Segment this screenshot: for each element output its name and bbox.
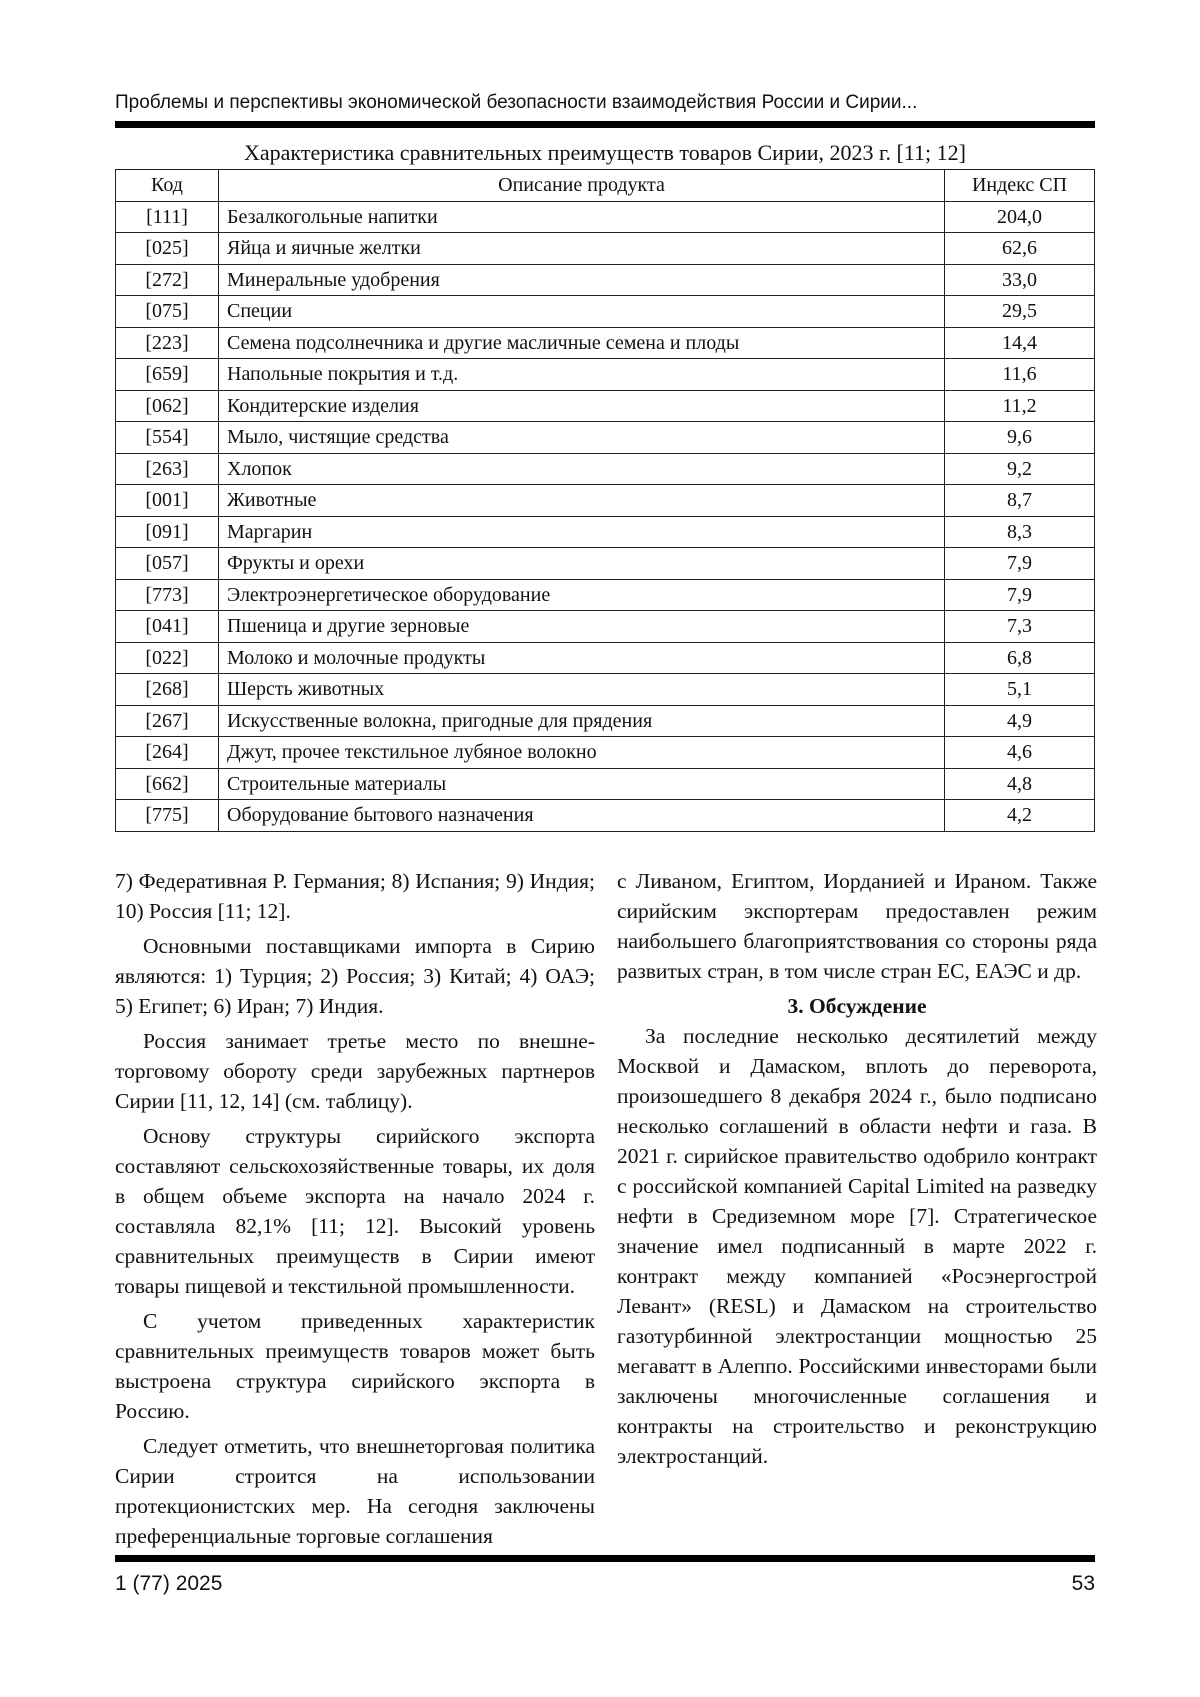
table-row — [116, 296, 1095, 328]
cell-index: 9,2 — [945, 453, 1095, 485]
cell-index: 9,6 — [945, 422, 1095, 454]
paragraph: Россия занимает третье место по внешнеторговому обороту среди зарубежных партнеров Сирии [11, 12, 14] (см. таблицу). — [115, 1029, 595, 1113]
cell-description: Специи — [219, 296, 945, 328]
cell-description: Оборудование бытового назначения — [219, 800, 945, 832]
comparative-advantage-table — [115, 169, 1095, 832]
cell-code: [022] — [116, 642, 219, 674]
cell-description: Кондитерские изделия — [219, 390, 945, 422]
footer-rule — [115, 1555, 1095, 1562]
cell-description: Искусственные волокна, пригодные для прядения — [219, 705, 945, 737]
cell-index: 33,0 — [945, 264, 1095, 296]
cell-description: Минеральные удобрения — [219, 264, 945, 296]
paragraph: Основными поставщиками импорта в Сирию являются: 1) Турция; 2) Россия; 3) Китай; 4) ОАЭ; 5) Египет; 6) Иран; 7) Индия. — [115, 934, 595, 1018]
column-header-code: Код — [116, 170, 219, 202]
body-column-left — [115, 866, 595, 1556]
cell-description: Яйца и яичные желтки — [219, 233, 945, 265]
cell-description: Пшеница и другие зерновые — [219, 611, 945, 643]
cell-index: 5,1 — [945, 674, 1095, 706]
cell-index: 7,3 — [945, 611, 1095, 643]
table-row — [116, 264, 1095, 296]
cell-code: [001] — [116, 485, 219, 517]
cell-code: [268] — [116, 674, 219, 706]
cell-description: Безалкогольные напитки — [219, 201, 945, 233]
cell-index: 11,6 — [945, 359, 1095, 391]
paragraph: С учетом приведенных характеристик сравнительных преимуществ товаров может быть выстроена структура сирийского экспорта в Россию. — [115, 1309, 595, 1423]
cell-code: [075] — [116, 296, 219, 328]
cell-description: Мыло, чистящие средства — [219, 422, 945, 454]
cell-code: [773] — [116, 579, 219, 611]
table-row — [116, 390, 1095, 422]
cell-index: 6,8 — [945, 642, 1095, 674]
cell-index: 4,2 — [945, 800, 1095, 832]
table-row — [116, 359, 1095, 391]
table-row — [116, 737, 1095, 769]
table-row — [116, 327, 1095, 359]
cell-description: Семена подсолнечника и другие масличные семена и плоды — [219, 327, 945, 359]
paragraph: За последние несколько десятилетий между Москвой и Дамаском, вплоть до переворота, произошедшего 8 декабря 2024 г., было подписано несколько соглашений в области нефти и газа. В 2021 г. сирийское правительство одобрило контракт с российской компанией Capital Limited на разведку нефти в Средиземном море [7]. Стратегическое значение имел подписанный в марте 2022 г. контракт между компанией «Росэнергострой Левант» (RESL) и Дамаском на строительство газотурбинной электростанции мощностью 25 мегаватт в Алеппо. Российскими инвесторами были заключены многочисленные соглашения и контракты на строительство и реконструкцию электростанций. — [617, 1024, 1097, 1468]
cell-code: [659] — [116, 359, 219, 391]
paragraph: 7) Федеративная Р. Германия; 8) Испания; 9) Индия; 10) Россия [11; 12]. — [115, 869, 595, 923]
table-row — [116, 611, 1095, 643]
cell-index: 4,8 — [945, 768, 1095, 800]
cell-code: [264] — [116, 737, 219, 769]
cell-index: 29,5 — [945, 296, 1095, 328]
cell-code: [041] — [116, 611, 219, 643]
cell-index: 8,3 — [945, 516, 1095, 548]
cell-description: Маргарин — [219, 516, 945, 548]
cell-index: 62,6 — [945, 233, 1095, 265]
cell-code: [025] — [116, 233, 219, 265]
cell-index: 7,9 — [945, 548, 1095, 580]
table-row — [116, 548, 1095, 580]
cell-code: [267] — [116, 705, 219, 737]
paragraph: Основу структуры сирийского экспорта составляют сельскохозяйственные товары, их доля в общем объеме экспорта на начало 2024 г. составляла 82,1% [11; 12]. Высокий уровень сравнительных преимуществ в Сирии имеют товары пищевой и текстильной промышленности. — [115, 1124, 595, 1298]
table-row — [116, 768, 1095, 800]
cell-code: [091] — [116, 516, 219, 548]
cell-description: Электроэнергетическое оборудование — [219, 579, 945, 611]
table-caption: Характеристика сравнительных преимуществ товаров Сирии, 2023 г. [11; 12] — [244, 140, 966, 165]
cell-index: 14,4 — [945, 327, 1095, 359]
cell-index: 8,7 — [945, 485, 1095, 517]
page-number: 53 — [1071, 1572, 1095, 1595]
header-rule — [115, 121, 1095, 128]
table-row — [116, 674, 1095, 706]
cell-index: 4,9 — [945, 705, 1095, 737]
cell-code: [554] — [116, 422, 219, 454]
cell-index: 4,6 — [945, 737, 1095, 769]
table-row — [116, 485, 1095, 517]
cell-code: [057] — [116, 548, 219, 580]
table-row — [116, 579, 1095, 611]
cell-description: Строительные материалы — [219, 768, 945, 800]
cell-description: Фрукты и орехи — [219, 548, 945, 580]
section-heading: 3. Обсуждение — [787, 994, 927, 1018]
cell-description: Животные — [219, 485, 945, 517]
cell-description: Джут, прочее текстильное лубяное волокно — [219, 737, 945, 769]
table-row — [116, 422, 1095, 454]
cell-code: [062] — [116, 390, 219, 422]
table-row — [116, 201, 1095, 233]
table-row — [116, 453, 1095, 485]
cell-description: Хлопок — [219, 453, 945, 485]
cell-code: [263] — [116, 453, 219, 485]
cell-code: [111] — [116, 201, 219, 233]
issue-number: 1 (77) 2025 — [115, 1572, 223, 1595]
table-row — [116, 233, 1095, 265]
cell-index: 7,9 — [945, 579, 1095, 611]
column-header-index: Индекс СП — [945, 170, 1095, 202]
paragraph: Следует отметить, что внешнеторговая политика Сирии строится на использовании протекционистских мер. На сегодня заключены преференциальные торговые соглашения — [115, 1434, 595, 1548]
table-row — [116, 516, 1095, 548]
cell-code: [662] — [116, 768, 219, 800]
cell-code: [272] — [116, 264, 219, 296]
cell-code: [223] — [116, 327, 219, 359]
running-header: Проблемы и перспективы экономической безопасности взаимодействия России и Сирии... — [115, 92, 918, 113]
body-column-right — [617, 866, 1097, 1476]
cell-code: [775] — [116, 800, 219, 832]
cell-description: Шерсть животных — [219, 674, 945, 706]
cell-description: Напольные покрытия и т.д. — [219, 359, 945, 391]
paragraph: с Ливаном, Египтом, Иорданией и Ираном. Также сирийским экспортерам предоставлен режим наибольшего благоприятствования со стороны ряда развитых стран, в том числе стран ЕС, ЕАЭС и др. — [617, 869, 1097, 983]
cell-index: 204,0 — [945, 201, 1095, 233]
table-header-row — [116, 170, 1095, 202]
table-row — [116, 642, 1095, 674]
table-row — [116, 705, 1095, 737]
column-header-description: Описание продукта — [219, 170, 945, 202]
table-row — [116, 800, 1095, 832]
cell-index: 11,2 — [945, 390, 1095, 422]
cell-description: Молоко и молочные продукты — [219, 642, 945, 674]
